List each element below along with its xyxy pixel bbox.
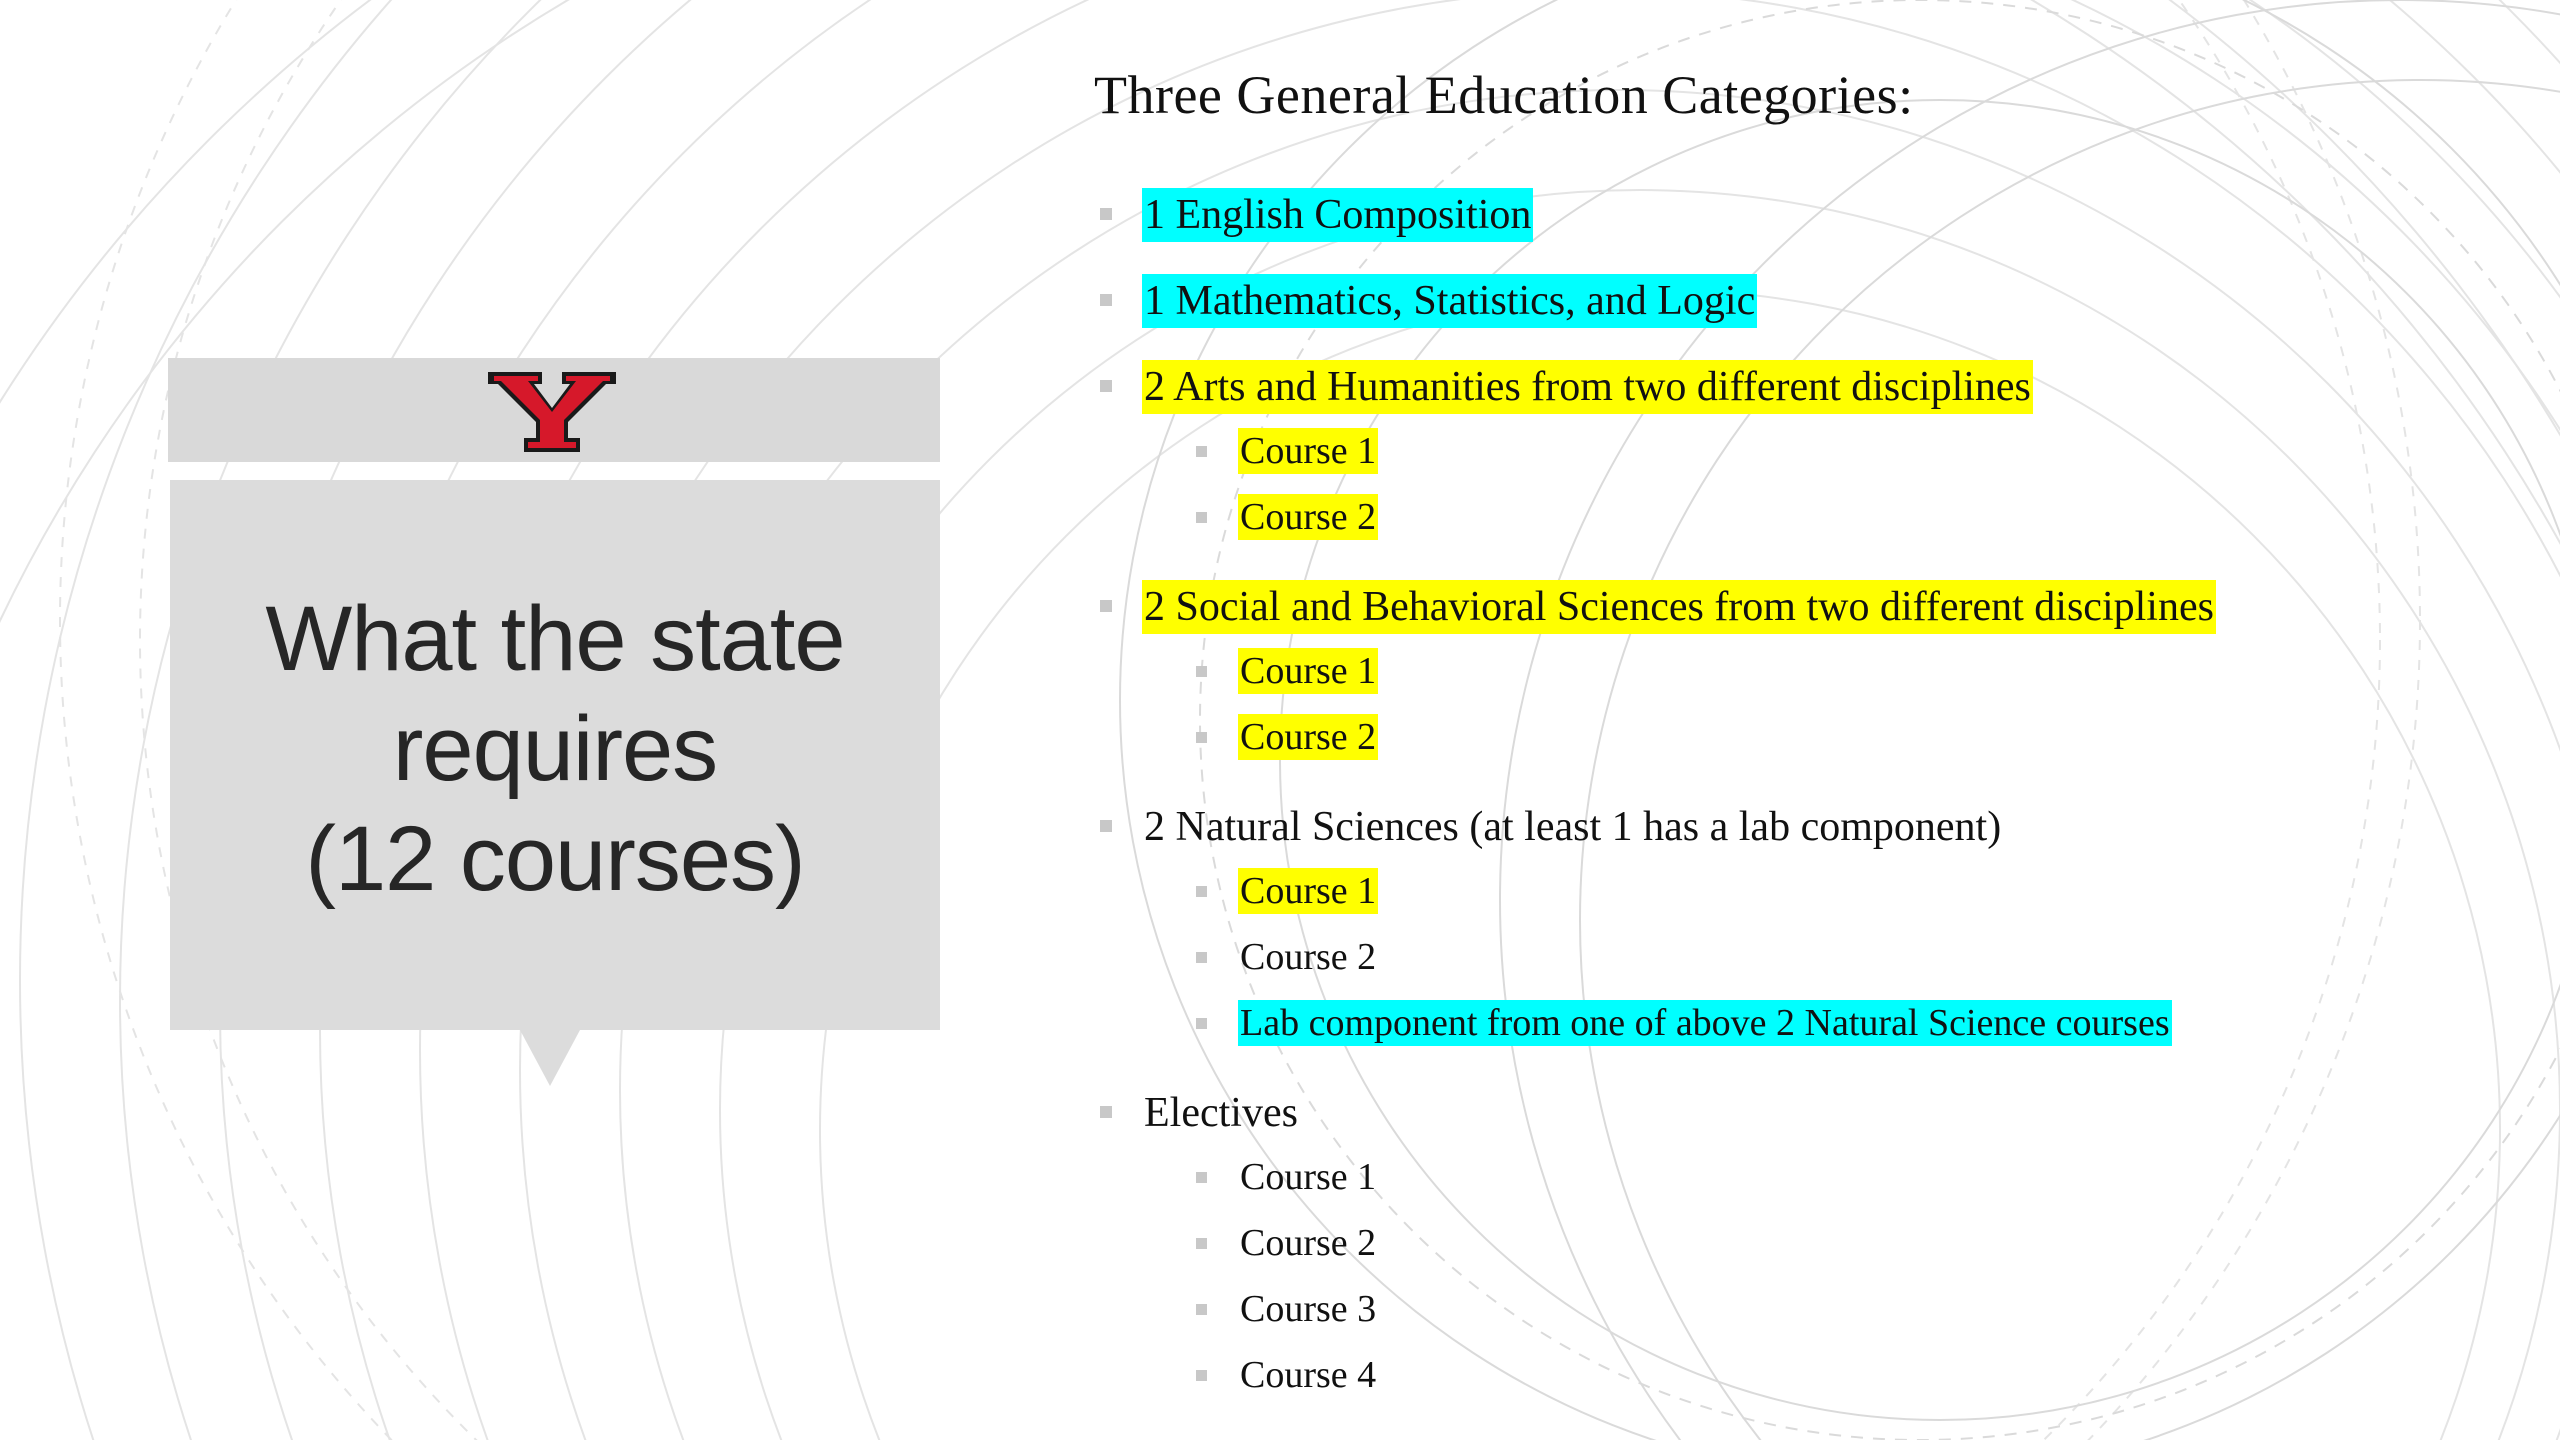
square-bullet-icon <box>1100 294 1112 306</box>
slide-title-line-3: (12 courses) <box>305 808 805 910</box>
square-bullet-icon <box>1196 1018 1207 1029</box>
list-item-text: 2 Arts and Humanities from two different disciplines <box>1142 360 2033 414</box>
square-bullet-icon <box>1196 666 1207 677</box>
square-bullet-icon <box>1100 820 1112 832</box>
square-bullet-icon <box>1196 732 1207 743</box>
square-bullet-icon <box>1100 1106 1112 1118</box>
list-item-text: Course 2 <box>1240 1222 1377 1264</box>
list-item-text: Course 4 <box>1240 1354 1377 1396</box>
slide-title <box>170 584 940 914</box>
square-bullet-icon <box>1196 886 1207 897</box>
list-item-text: Course 2 <box>1240 496 1377 538</box>
list-item-text: 1 Mathematics, Statistics, and Logic <box>1142 274 1757 328</box>
list-item-text: Course 1 <box>1240 430 1377 472</box>
y-logo-icon <box>486 370 618 454</box>
square-bullet-icon <box>1196 1172 1207 1183</box>
square-bullet-icon <box>1100 208 1112 220</box>
list-item-text: Electives <box>1144 1090 1298 1136</box>
list-item-text: Course 2 <box>1240 936 1377 978</box>
slide-title-line-1: What the state <box>265 588 845 690</box>
square-bullet-icon <box>1196 446 1207 457</box>
list-item-text: Course 2 <box>1240 716 1377 758</box>
list-item-text: Course 3 <box>1240 1288 1377 1330</box>
list-item-text: Course 1 <box>1240 870 1377 912</box>
square-bullet-icon <box>1196 952 1207 963</box>
callout-pointer <box>520 1030 580 1086</box>
square-bullet-icon <box>1196 512 1207 523</box>
square-bullet-icon <box>1100 600 1112 612</box>
square-bullet-icon <box>1196 1370 1207 1381</box>
list-item-text: 2 Natural Sciences (at least 1 has a lab component) <box>1144 804 2002 850</box>
slide-title-line-2: requires <box>392 698 718 800</box>
list-item-text: Lab component from one of above 2 Natural Science courses <box>1240 1002 2170 1044</box>
list-item-text: 1 English Composition <box>1142 188 1533 242</box>
list-item-text: Course 1 <box>1240 650 1377 692</box>
list-item-text: 2 Social and Behavioral Sciences from two different disciplines <box>1142 580 2216 634</box>
square-bullet-icon <box>1196 1304 1207 1315</box>
square-bullet-icon <box>1196 1238 1207 1249</box>
square-bullet-icon <box>1100 380 1112 392</box>
content-heading: Three General Education Categories: <box>1094 65 1914 125</box>
list-item-text: Course 1 <box>1240 1156 1377 1198</box>
